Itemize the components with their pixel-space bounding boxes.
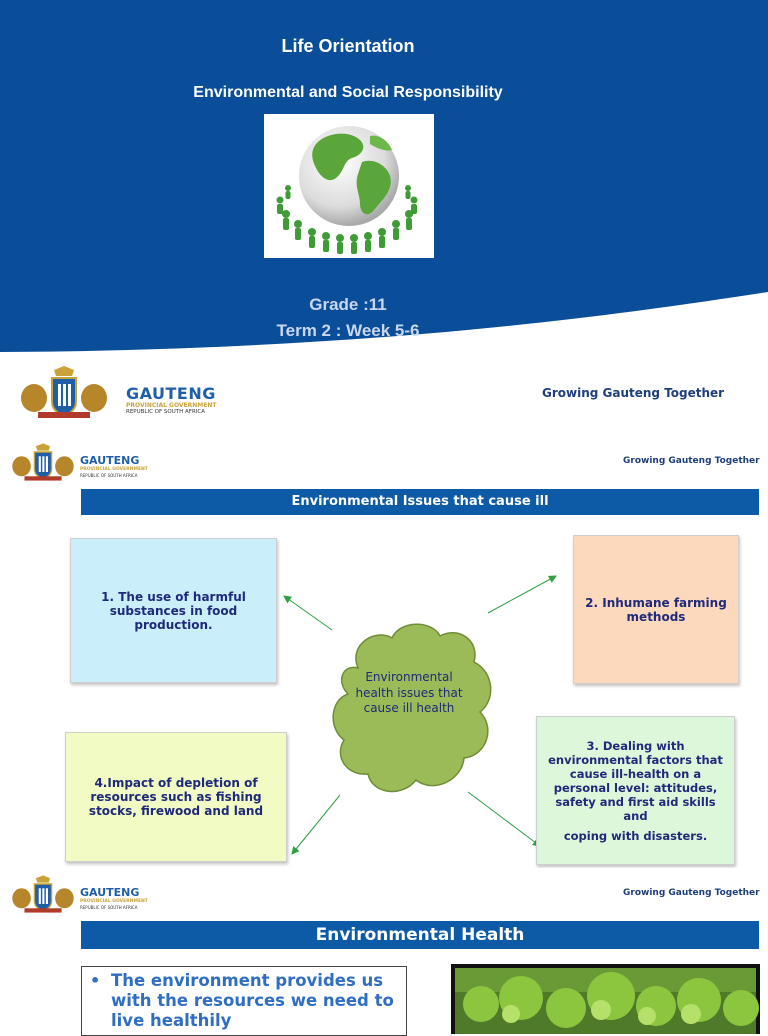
globe-people-icon <box>264 114 434 258</box>
arrow-to-box3 <box>468 792 540 846</box>
tagline: Growing Gauteng Together <box>542 386 725 400</box>
logo-line1: PROVINCIAL GOVERNMENT <box>80 467 148 472</box>
logo-line1: PROVINCIAL GOVERNMENT <box>80 899 148 904</box>
gauteng-logo-small <box>10 874 160 914</box>
coat-of-arms-icon <box>10 874 76 914</box>
tagline: Growing Gauteng Together <box>623 888 760 898</box>
issue-box-4: 4.Impact of depletion of resources such as fishing stocks, firewood and land <box>65 732 287 862</box>
title-slide <box>0 0 768 436</box>
logo-line2: REPUBLIC OF SOUTH AFRICA <box>126 409 205 415</box>
globe-image <box>264 114 434 258</box>
logo-name: GAUTENG <box>80 454 140 467</box>
tagline: Growing Gauteng Together <box>623 456 760 466</box>
issue-box-3-main: 3. Dealing with environmental factors that cause ill-health on a personal level: attitudes, safety and first aid skills and <box>548 738 723 823</box>
slide-subtitle: Environmental and Social Responsibility <box>193 84 503 101</box>
slide-title: Life Orientation <box>281 36 415 56</box>
logo-line1: PROVINCIAL GOVERNMENT <box>126 402 217 409</box>
arrow-to-box2 <box>488 576 556 613</box>
logo-name: GAUTENG <box>80 886 140 899</box>
bullet-icon: • <box>90 971 101 990</box>
arrow-to-box1 <box>284 596 332 630</box>
coat-of-arms-icon <box>18 364 110 420</box>
health-slide <box>0 868 768 1030</box>
term-label: Term 2 : Week 5-6 <box>276 321 420 340</box>
issues-slide <box>0 436 768 868</box>
logo-line2: REPUBLIC OF SOUTH AFRICA <box>80 905 138 910</box>
issue-box-2: 2. Inhumane farming methods <box>573 535 739 684</box>
gauteng-logo <box>18 364 230 420</box>
logo-line2: REPUBLIC OF SOUTH AFRICA <box>80 473 138 478</box>
grade-label: Grade :11 <box>309 295 387 314</box>
bullet-text: The environment provides us with the resources we need to live healthily <box>111 971 394 1030</box>
logo-name: GAUTENG <box>126 384 216 403</box>
issue-box-1: 1. The use of harmful substances in food production. <box>70 538 277 683</box>
center-cloud-text: Environmental health issues that cause ill health <box>355 670 463 715</box>
issue-box-3-tail: coping with disasters. <box>563 828 708 843</box>
issue-box-3 <box>536 716 735 865</box>
slide-header: Environmental Issues that cause ill <box>81 489 759 515</box>
slide-header: Environmental Health <box>81 921 759 949</box>
arrow-to-box4 <box>292 795 340 854</box>
bullet-box <box>81 966 407 1036</box>
